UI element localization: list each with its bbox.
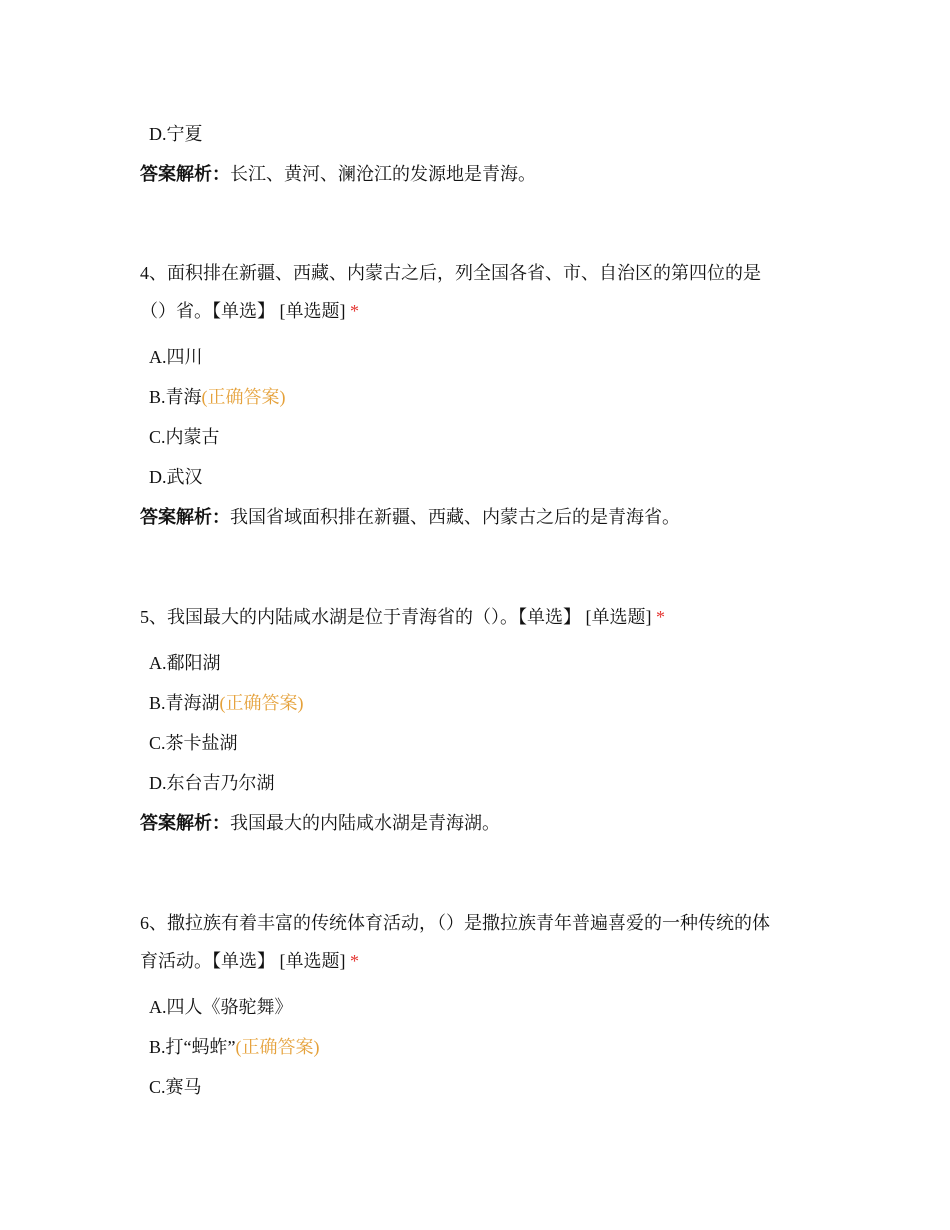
question-text: 4、面积排在新疆、西藏、内蒙古之后，列全国各省、市、自治区的第四位的是 [140,263,761,283]
q4-title-line2 [140,299,359,323]
q4-title-line1 [140,261,761,285]
q6-option-a [149,995,293,1019]
option-text: B.青海湖 [149,693,220,713]
q4-answer-analysis [140,505,680,529]
option-text: A.四川 [149,347,203,367]
analysis-text: 长江、黄河、澜沧江的发源地是青海。 [230,164,536,184]
analysis-label: 答案解析： [140,507,230,527]
q3-option-d [149,122,203,146]
q5-option-a [149,651,221,675]
correct-answer-tag: (正确答案) [219,693,304,713]
option-text: A.四人《骆驼舞》 [149,997,293,1017]
required-mark: * [350,301,359,321]
option-text: C.茶卡盐湖 [149,733,238,753]
question-text: 5、我国最大的内陆咸水湖是位于青海省的（）。【单选】 [单选题] [140,607,652,627]
correct-answer-tag: (正确答案) [235,1037,320,1057]
option-text: B.青海 [149,387,202,407]
analysis-text: 我国省域面积排在新疆、西藏、内蒙古之后的是青海省。 [230,507,680,527]
q4-option-d [149,465,203,489]
option-text: C.赛马 [149,1077,202,1097]
required-mark: * [656,607,665,627]
option-text: C.内蒙古 [149,427,220,447]
q5-option-c [149,731,238,755]
q5-option-d [149,771,275,795]
question-text: （）省。【单选】 [单选题] [140,301,346,321]
analysis-label: 答案解析： [140,164,230,184]
q6-title-line1 [140,911,770,935]
q6-option-b [149,1035,319,1059]
question-text: 6、撒拉族有着丰富的传统体育活动，（）是撒拉族青年普遍喜爱的一种传统的体 [140,913,770,933]
q6-option-c [149,1075,202,1099]
option-text: D.东台吉乃尔湖 [149,773,275,793]
q4-option-a [149,345,203,369]
required-mark: * [350,951,359,971]
q5-answer-analysis [140,811,500,835]
q5-option-b [149,691,304,715]
correct-answer-tag: (正确答案) [201,387,286,407]
q4-option-b [149,385,286,409]
option-text: B.打“蚂蚱” [149,1037,236,1057]
option-text: A.鄱阳湖 [149,653,221,673]
question-text: 育活动。【单选】 [单选题] [140,951,346,971]
analysis-text: 我国最大的内陆咸水湖是青海湖。 [230,813,500,833]
option-text: D.武汉 [149,467,203,487]
q4-option-c [149,425,220,449]
option-text: D.宁夏 [149,124,203,144]
q6-title-line2 [140,949,359,973]
analysis-label: 答案解析： [140,813,230,833]
q5-title [140,605,665,629]
q3-answer-analysis [140,162,536,186]
